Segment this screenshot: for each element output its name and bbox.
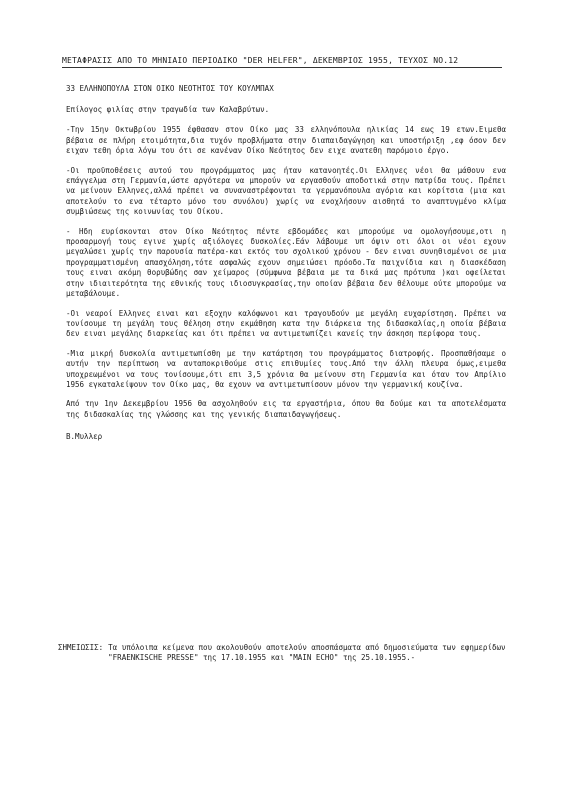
signature: Β.Μυλλερ <box>66 432 103 442</box>
paragraph-6: Από την 1ην Δεκεμβρίου 1956 θα ασχοληθούν εις τα εργαστήρια, όπου θα δούμε και τα αποτελέσματα της διδασκαλίας της γλώσσης και της γενικής διαπαιδαγωγήσεως. <box>66 399 506 419</box>
notes-section <box>58 643 508 664</box>
paragraph-5: -Μια μικρή δυσκολία αντιμετωπίσθη με την κατάρτηση του προγράμματος διατροφής. Προσπαθήσαμε ο αυτήν την περίπτωση να ανταποκριθούμε στις επιθυμίες τους.Από την άλλη πλευρα όμως,ειμεθα υποχρεωμένοι να τους τονίσουμε,ότι επι 3,5 χρόνια θα μείνουν στη Γερμανία και όταν τον Απρίλιο 1956 εγκαταλείψουν τον Οίκο μας, θα εχουν να αντιμετωπίσουν μόνον την γερμανική κουζίνα. <box>66 348 506 389</box>
document-header: ΜΕΤΑΦΡΑΣΙΣ ΑΠΟ ΤΟ ΜΗΝΙΑΙΟ ΠΕΡΙΟΔΙΚΟ "DER HELFER", ΔΕΚΕΜΒΡΙΟΣ 1955, ΤΕΥΧΟΣ ΝΟ.12 <box>62 56 502 68</box>
document-subtitle: 33 ΕΛΛΗΝΟΠΟΥΛΑ ΣΤΟΝ ΟΙΚΟ ΝΕΟΤΗΤΟΣ ΤΟΥ ΚΟΥΛΜΠΑΧ <box>66 84 274 93</box>
notes-label: ΣΗΜΕΙΩΣΙΣ: <box>58 643 104 652</box>
paragraph-1: -Την 15ην Οκτωβρίου 1955 έφθασαν στον Οίκο μας 33 ελληνόπουλα ηλικίας 14 εως 19 ετων.Ειμεθα βέβαια σε πλήρη ετοιμότητα,δια τυχόν προβλήματα στην διαπαιδαγώγηση και υποστήριξη ,εφ όσον δεν ειχαν τεθη όρια λόγω του ότι σε κανέναν Οίκο Νεότητος δεν ειχε ανατεθη παρόμοιο έργο. <box>66 125 506 156</box>
paragraph-3: - Ηδη ευρίσκονται στον Οίκο Νεότητος πέντε εβδομάδες και μπορούμε να ομολογήσουμε,οτι η προσαρμογή τους εγινε χωρίς αξιόλογες δυσκολίες.Εάν λάβουμε υπ όψιν οτι όλοι οι νέοι εχουν μεγαλώσει χωρίς την παρουσία πατέρα-και εκτός του σχολικού χρόνου - δεν ειναι συνηθισμένοι σε μια προγραμματισμένη απασχόληση,τότε ασφαλώς εχουν σημειώσει πρόοδο.Τα παιχνίδια και η διασκέδαση τους ειναι ακόμη θορυβώδης σαν χείμαρος (σύμφωνα βέβαια με τα δικά μας πρότυπα )και οφείλεται στην ιδιαιτερότητα της εθνικής τους ιδιοσυγκρασίας,την οποίαν βέβαια δεν θέλουμε ούτε μπορούμε να μεταβάλουμε. <box>66 226 506 299</box>
notes-text: Τα υπόλοιπα κείμενα που ακολουθούν αποτελούν αποσπάσματα από δημοσιεύματα των εφημερίδων "FRAENKISCHE PRESSE" της 17.10.1955 και "MAIN ECHO" της 25.10.1955.- <box>108 643 506 663</box>
paragraph-4: -Οι νεαροί Ελληνες ειναι και εξοχην καλόφωνοι και τραγουδούν με μεγάλη ευχαρίστηση. Πρέπει να τονίσουμε τη μεγάλη τους θέληση στην εκμάθηση κατα την διάρκεια της διδασκαλίας,η οποία βέβαια δεν ειναι μεγάλης διαρκείας και ότι πρέπει να αντιμετωπίζει κανείς την άσκηση περίφορα τους. <box>66 308 506 339</box>
paragraph-2: -Οι προϋποθέσεις αυτού του προγράμματος μας ήταν κατανοητές.Οι Ελληνες νέοι θα μάθουν ενα επάγγελμα στη Γερμανία,ώστε αργότερα να μπορούν να εργασθούν αποδοτικά στην πατρίδα τους. Πρέπει να μείνουν Ελληνες,αλλά πρέπει να συναναστρέφονται τα γερμανόπουλα αγόρια και κορίτσια (μια και αποτελούν το ενα τέταρτο μόνο του συνόλου) χωρίς να ενοχλήσουν αισθητά το αναπτυγμένο κλίμα συμβιώσεως της κοινωνίας του Οίκου. <box>66 165 506 217</box>
document-body <box>66 105 506 452</box>
intro-line: Επίλογος φιλίας στην τραγωδία των Καλαβρύτων. <box>66 105 270 114</box>
